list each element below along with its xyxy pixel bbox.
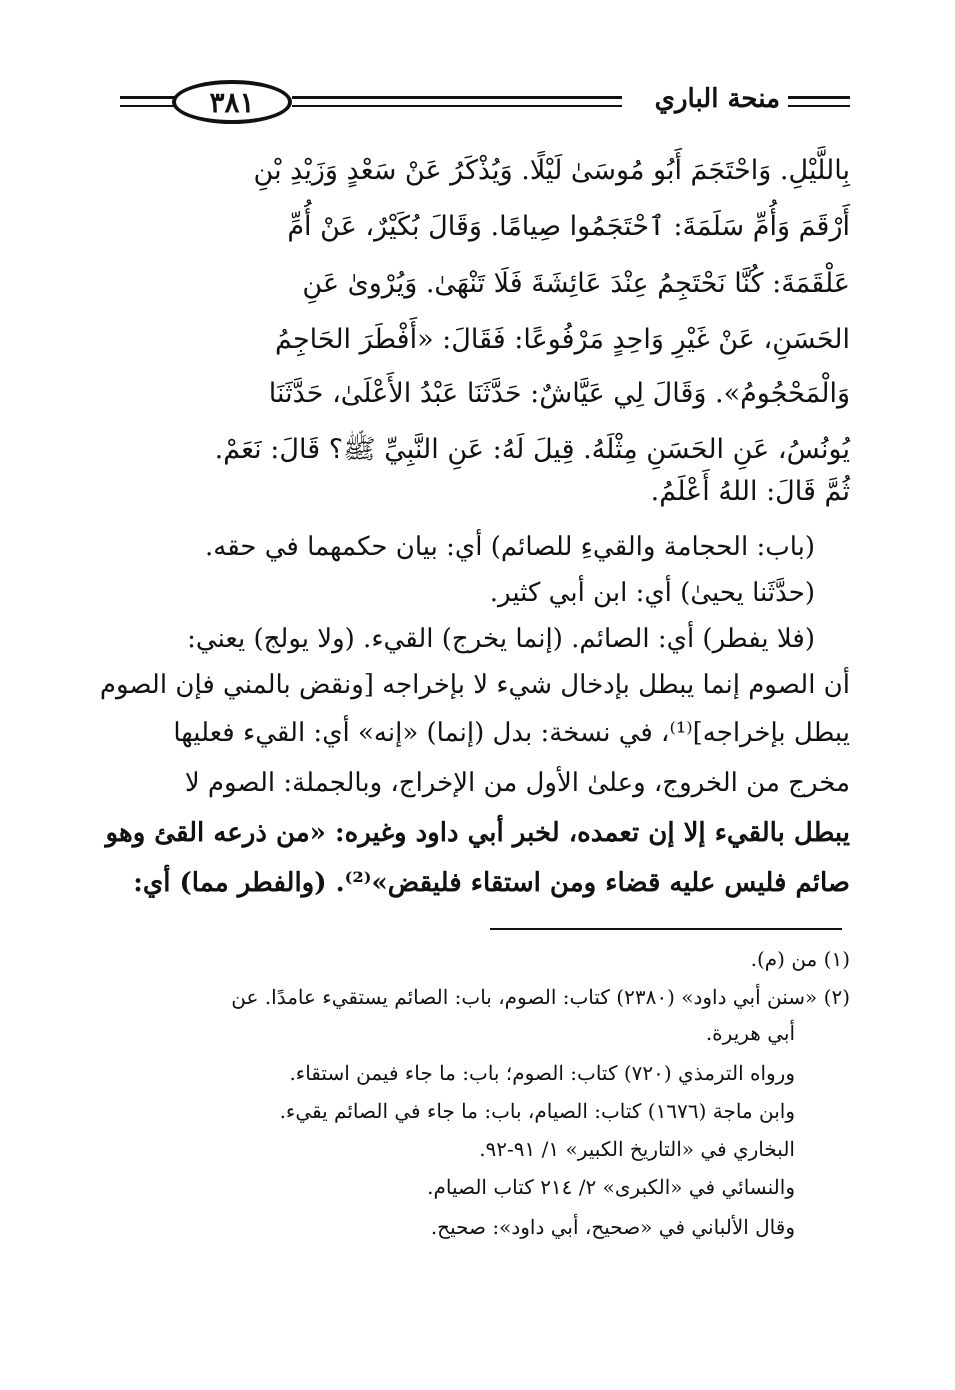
hadith-line: أَرْقَمَ وَأُمِّ سَلَمَةَ: ٱحْتَجَمُوا صِيامًا. وَقَالَ بُكَيْرٌ، عَنْ أُمِّ	[287, 211, 850, 242]
commentary-line: (فلا يفطر) أي: الصائم. (إنما يخرج) القيء. (ولا يولج) يعني:	[187, 624, 815, 654]
header-rule-middle-top	[292, 96, 622, 99]
hadith-line: بِاللَّيْلِ. وَاحْتَجَمَ أَبُو مُوسَىٰ لَيْلًا. وَيُذْكَرُ عَنْ سَعْدٍ وَزَيْدِ بْنِ	[253, 155, 850, 186]
commentary-line: (حدَّثَنا يحيىٰ) أي: ابن أبي كثير.	[489, 578, 815, 608]
running-title: منحة الباري	[654, 84, 780, 114]
hadith-line: ثُمَّ قَالَ: اللهُ أَعْلَمُ.	[650, 476, 850, 507]
page-number-oval	[172, 80, 292, 124]
footnote-line: وابن ماجة (١٦٧٦) كتاب: الصيام، باب: ما جاء في الصائم يقيء.	[279, 1099, 795, 1123]
footnote-line: البخاري في «التاريخ الكبير» ١/ ٩١-٩٢.	[479, 1137, 795, 1161]
commentary-line: صائم فليس عليه قضاء ومن استقاء فليقض»⁽²⁾. (والفطر مما) أي:	[133, 868, 850, 898]
footnote-line: (١) من (م).	[750, 947, 850, 971]
footnote-line: وقال الألباني في «صحيح، أبي داود»: صحيح.	[430, 1215, 795, 1239]
page-header	[120, 78, 850, 128]
header-rule-right-bottom	[788, 105, 850, 107]
header-rule-left-top	[120, 96, 180, 99]
hadith-line: عَلْقَمَةَ: كُنَّا نَحْتَجِمُ عِنْدَ عَائِشَةَ فَلَا تَنْهَىٰ. وَيُرْوىٰ عَنِ	[302, 268, 850, 299]
commentary-text	[99, 520, 850, 920]
footnotes	[125, 945, 850, 1275]
hadith-line: يُونُسُ، عَنِ الحَسَنِ مِثْلَهُ. قِيلَ لَهُ: عَنِ النَّبِيِّ ﷺ؟ قَالَ: نَعَمْ.	[214, 434, 850, 465]
header-rule-middle-bottom	[292, 105, 622, 107]
commentary-line: يبطل بالقيء إلا إن تعمده، لخبر أبي داود وغيره: «من ذرعه القئ وهو	[105, 818, 850, 848]
hadith-line: وَالْمَحْجُومُ». وَقَالَ لِي عَيَّاشٌ: حَدَّثَنَا عَبْدُ الأَعْلَىٰ، حَدَّثَنَا	[268, 378, 850, 409]
footnote-separator	[490, 928, 842, 930]
header-rule-right-top	[788, 96, 850, 99]
footnote-line: أبي هريرة.	[705, 1021, 795, 1045]
hadith-line: الحَسَنِ، عَنْ غَيْرِ وَاحِدٍ مَرْفُوعًا: فَقَالَ: «أَفْطَرَ الحَاجِمُ	[275, 324, 850, 355]
commentary-line: (باب: الحجامة والقيءِ للصائم) أي: بيان حكمهما في حقه.	[205, 532, 815, 562]
commentary-line: أن الصوم إنما يبطل بإدخال شيء لا بإخراجه [ونقض بالمني فإن الصوم	[99, 670, 850, 700]
page-number: ٣٨١	[209, 85, 255, 119]
commentary-line: مخرج من الخروج، وعلىٰ الأول من الإخراج، وبالجملة: الصوم لا	[184, 768, 850, 798]
footnote-line: ورواه الترمذي (٧٢٠) كتاب: الصوم؛ باب: ما جاء فيمن استقاء.	[289, 1061, 795, 1085]
footnote-line: (٢) «سنن أبي داود» (٢٣٨٠) كتاب: الصوم، باب: الصائم يستقيء عامدًا. عن	[231, 985, 850, 1009]
hadith-text	[125, 150, 850, 520]
header-rule-left-bottom	[120, 105, 180, 107]
footnote-line: والنسائي في «الكبرى» ٢/ ٢١٤ كتاب الصيام.	[427, 1175, 795, 1199]
commentary-line: يبطل بإخراجه]⁽¹⁾، في نسخة: بدل (إنما) «إنه» أي: القيء فعليها	[173, 718, 850, 748]
